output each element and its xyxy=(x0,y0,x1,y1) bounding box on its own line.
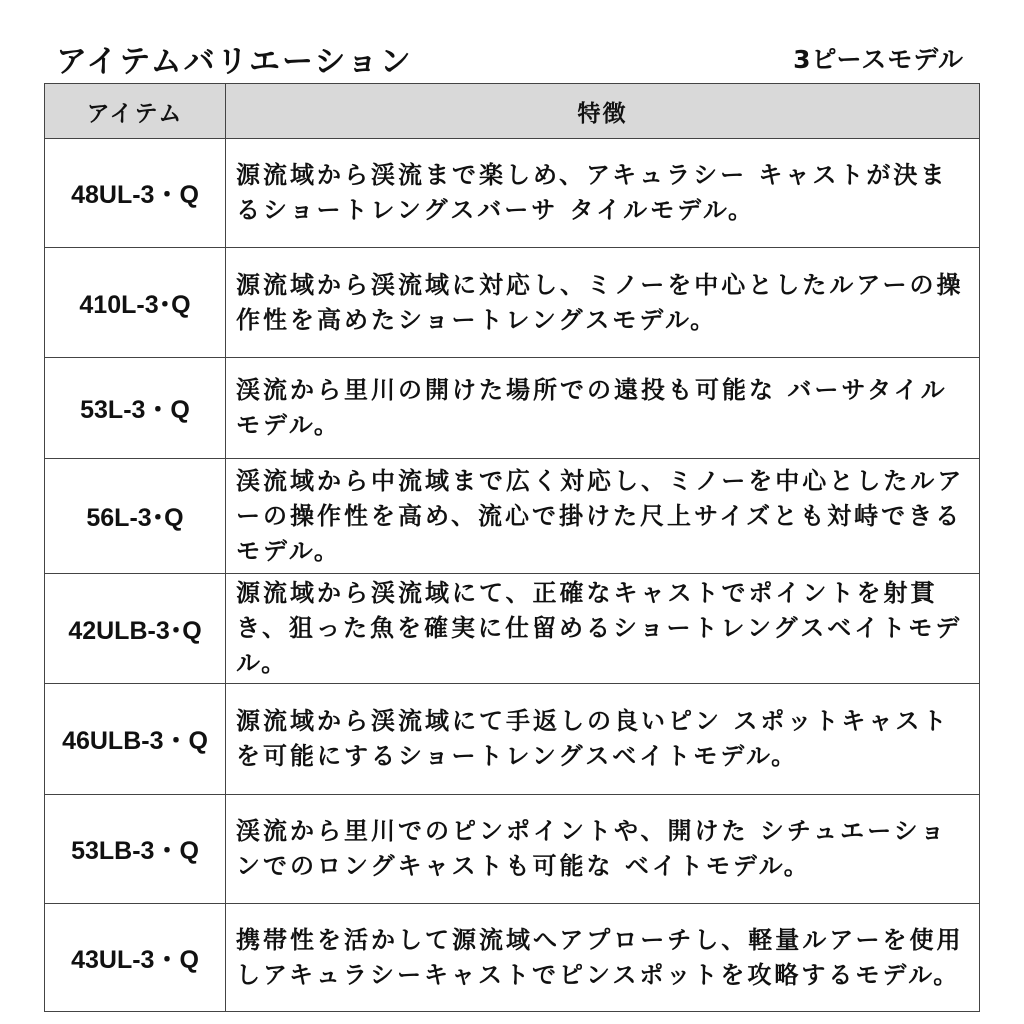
item-name: 53LB-3・Q xyxy=(45,795,226,904)
item-name: 48UL-3・Q xyxy=(45,139,226,248)
table-row xyxy=(45,684,980,795)
item-name: 46ULB-3・Q xyxy=(45,684,226,795)
item-name: 53L-3・Q xyxy=(45,358,226,459)
item-description: 源流域から渓流まで楽しめ、アキュラシー キャストが決まるショートレングスバーサ タイルモデル。 xyxy=(226,139,980,248)
table-row xyxy=(45,139,980,248)
table-row xyxy=(45,459,980,574)
page-subtitle: 3ピースモデル xyxy=(793,45,964,74)
item-description: 渓流から里川でのピンポイントや、開けた シチュエーションでのロングキャストも可能な ベイトモデル。 xyxy=(226,795,980,904)
item-name: 42ULB-3･Q xyxy=(45,574,226,684)
item-name: 410L-3･Q xyxy=(45,248,226,358)
header-item: アイテム xyxy=(45,84,226,139)
table-row xyxy=(45,248,980,358)
item-description: 携帯性を活かして源流域へアプローチし、軽量ルアーを使用しアキュラシーキャストでピンスポットを攻略するモデル。 xyxy=(226,904,980,1012)
page-title: アイテムバリエーション xyxy=(56,44,413,80)
table-row xyxy=(45,795,980,904)
item-description: 源流域から渓流域に対応し、ミノーを中心としたルアーの操作性を高めたショートレングスモデル。 xyxy=(226,248,980,358)
item-description: 源流域から渓流域にて手返しの良いピン スポットキャストを可能にするショートレングスベイトモデル。 xyxy=(226,684,980,795)
item-description: 渓流域から中流域まで広く対応し、ミノーを中心としたルアーの操作性を高め、流心で掛けた尺上サイズとも対峙できるモデル。 xyxy=(226,459,980,574)
item-description: 渓流から里川の開けた場所での遠投も可能な バーサタイルモデル。 xyxy=(226,358,980,459)
variations-table xyxy=(44,83,980,1012)
header-features: 特徴 xyxy=(226,84,980,139)
table-row xyxy=(45,358,980,459)
item-name: 43UL-3・Q xyxy=(45,904,226,1012)
item-description: 源流域から渓流域にて、正確なキャストでポイントを射貫き、狙った魚を確実に仕留めるショートレングスベイトモデル。 xyxy=(226,574,980,684)
table-header-row xyxy=(45,84,980,139)
item-name: 56L-3･Q xyxy=(45,459,226,574)
table-row xyxy=(45,574,980,684)
table-row xyxy=(45,904,980,1012)
